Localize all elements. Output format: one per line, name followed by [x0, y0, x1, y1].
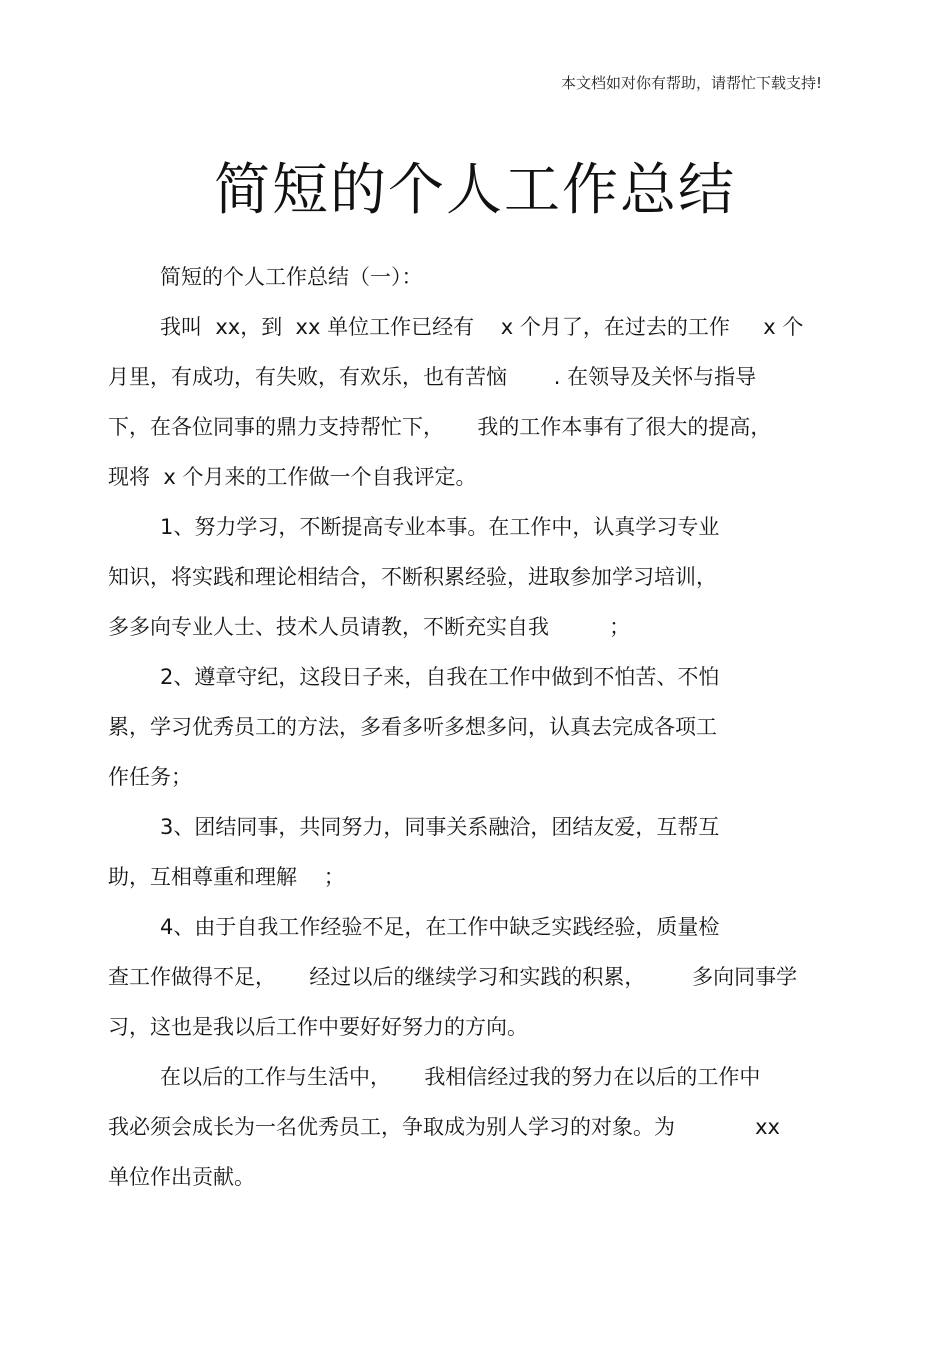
body-line: 简短的个人工作总结（一）： [160, 265, 423, 289]
body-line: 我叫 xx，到 xx 单位工作已经有 x 个月了，在过去的工作 x 个 [160, 315, 804, 339]
body-line: 助，互相尊重和理解 ； [108, 865, 345, 889]
body-line: 习，这也是我以后工作中要好好努力的方向。 [108, 1015, 528, 1039]
body-line: 下，在各位同事的鼎力支持帮忙下， 我的工作本事有了很大的提高， [108, 415, 772, 439]
body-line: 2、遵章守纪，这段日子来，自我在工作中做到不怕苦、不怕 [160, 665, 720, 689]
body-line: 月里，有成功，有失败，有欢乐，也有苦恼 . 在领导及关怀与指导 [108, 365, 757, 389]
body-line: 3、团结同事，共同努力，同事关系融洽，团结友爱，互帮互 [160, 815, 720, 839]
body-line: 查工作做得不足， 经过以后的继续学习和实践的积累， 多向同事学 [108, 965, 798, 989]
header-note: 本文档如对你有帮助，请帮忙下载支持! [560, 74, 822, 92]
document-title: 简短的个人工作总结 [214, 158, 736, 223]
body-line: 多多向专业人士、技术人员请教，不断充实自我 ； [108, 615, 631, 639]
body-line: 1、努力学习，不断提高专业本事。在工作中，认真学习专业 [160, 515, 720, 539]
body-line: 作任务； [108, 765, 192, 789]
body-line: 单位作出贡献。 [108, 1165, 255, 1189]
body-line: 累，学习优秀员工的方法，多看多听多想多问，认真去完成各项工 [108, 715, 717, 739]
body-line: 在以后的工作与生活中， 我相信经过我的努力在以后的工作中 [160, 1065, 761, 1089]
body-line: 现将 x 个月来的工作做一个自我评定。 [108, 465, 477, 489]
body-line: 我必须会成长为一名优秀员工，争取成为别人学习的对象。为 xx [108, 1115, 780, 1139]
body-line: 4、由于自我工作经验不足，在工作中缺乏实践经验，质量检 [160, 915, 720, 939]
body-line: 知识，将实践和理论相结合，不断积累经验，进取参加学习培训， [108, 565, 717, 589]
document-body [108, 262, 843, 1212]
